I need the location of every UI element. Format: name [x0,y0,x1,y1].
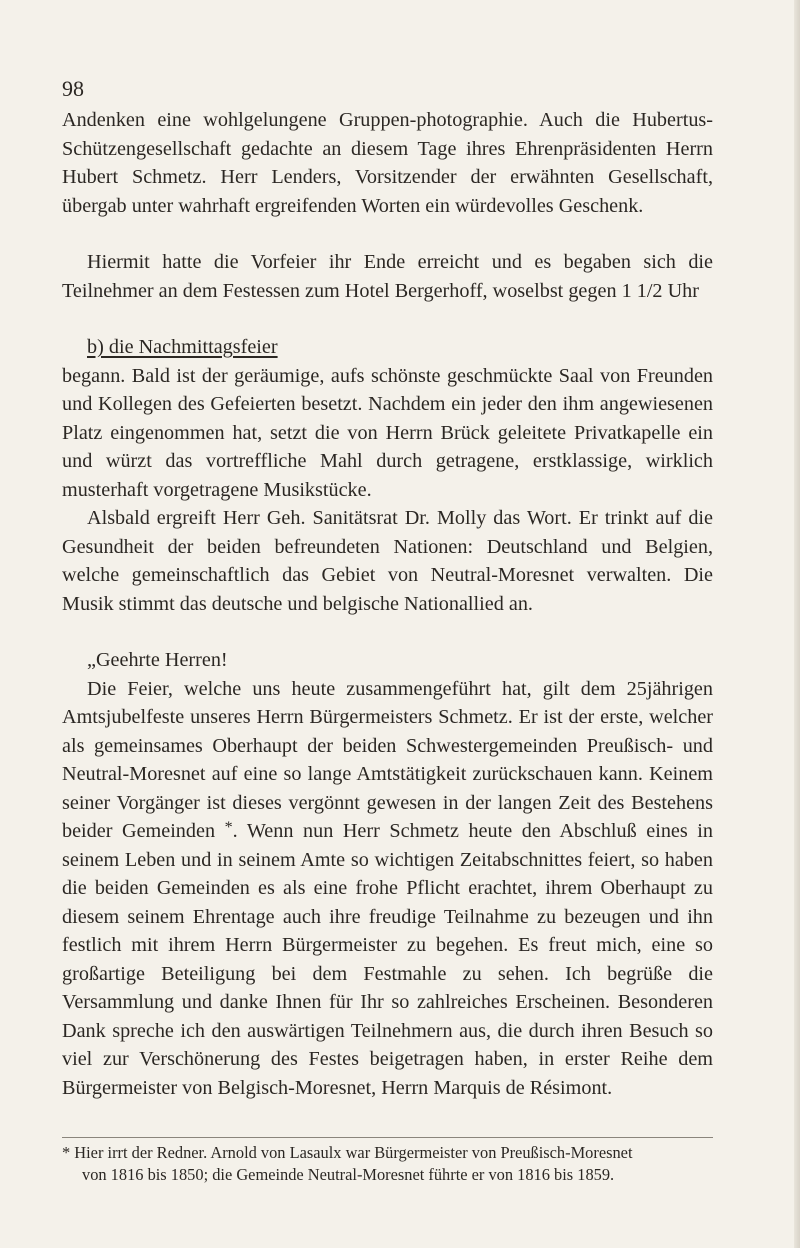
footnote-line-2: von 1816 bis 1850; die Gemeinde Neutral-Moresnet führte er von 1816 bis 1859. [82,1165,615,1184]
section-heading: b) die Nachmittagsfeier [87,336,278,358]
page-edge [794,0,800,1248]
paragraph-3: begann. Bald ist der geräumige, aufs schönste geschmückte Saal von Freunden und Kollegen des Gefeierten besetzt. Nachdem ein jeder den ihm angewiesenen Platz eingenommen hat, setzt die von Herrn Brück geleitete Privatkapelle ein und würzt das vortreffliche Mahl durch getragene, erstklassige, wirklich musterhaft vorgetragene Musikstücke. [62,364,713,501]
footnote-line-1: * Hier irrt der Redner. Arnold von Lasaulx war Bürgermeister von Preußisch-Moresnet [62,1143,633,1162]
body-text [62,106,713,1102]
page-number: 98 [62,76,84,101]
paragraph-2: Hiermit hatte die Vorfeier ihr Ende erreicht und es begaben sich die Teilnehmer an dem Festessen zum Hotel Bergerhoff, woselbst gegen 1 1/2 Uhr [62,251,713,302]
paragraph-5 [62,675,713,1103]
footnote-divider [62,1137,713,1138]
footnote-marker: * [224,819,233,836]
paragraph-4: Alsbald ergreift Herr Geh. Sanitätsrat Dr. Molly das Wort. Er trinkt auf die Gesundheit der beiden befreundeten Nationen: Deutschland und Belgien, welche gemeinschaftlich das Gebiet von Neutral-Moresnet verwalten. Die Musik stimmt das deutsche und belgische Nationallied an. [62,507,713,615]
paragraph-1: Andenken eine wohlgelungene Gruppen-photographie. Auch die Hubertus-Schützengesellschaft gedachte an diesem Tage ihres Ehrenpräsidenten Herrn Hubert Schmetz. Herr Lenders, Vorsitzender der erwähnten Gesellschaft, übergab unter wahrhaft ergreifenden Worten ein würdevolles Geschenk. [62,109,713,217]
footnote [62,1142,713,1186]
salutation: „Geehrte Herren! [87,649,228,671]
paragraph-5-part-1: Die Feier, welche uns heute zusammengeführt hat, gilt dem 25jährigen Amtsjubelfeste unseres Herrn Bürgermeisters Schmetz. Er ist der erste, welcher als gemeinsames Oberhaupt der beiden Schwestergemeinden Preußisch- und Neutral-Moresnet auf eine so lange Amtstätigkeit zurückschauen kann. Keinem seiner Vorgänger ist dieses vergönnt gewesen in der langen Zeit des Bestehens beider Gemeinden [62,677,713,842]
paragraph-5-part-2: . Wenn nun Herr Schmetz heute den Abschluß eines in seinem Leben und in seinem Amte so wichtigen Zeitabschnittes feiert, so haben die beiden Gemeinden es als eine frohe Pflicht erachtet, ihrem Oberhaupt zu diesem seinem Ehrentage auch ihre freudige Teilnahme zu bezeugen und ihn festlich mit ihrem Herrn Bürgermeister zu begehen. Es freut mich, eine so großartige Beteiligung bei dem Festmahle zu sehen. Ich begrüße die Versammlung und danke Ihnen für Ihr so zahlreiches Erscheinen. Besonderen Dank spreche ich den auswärtigen Teilnehmern aus, die durch ihren Besuch so viel zur Verschönerung des Festes beigetragen haben, in erster Reihe dem Bürgermeister von Belgisch-Moresnet, Herrn Marquis de Résimont. [62,820,714,1099]
